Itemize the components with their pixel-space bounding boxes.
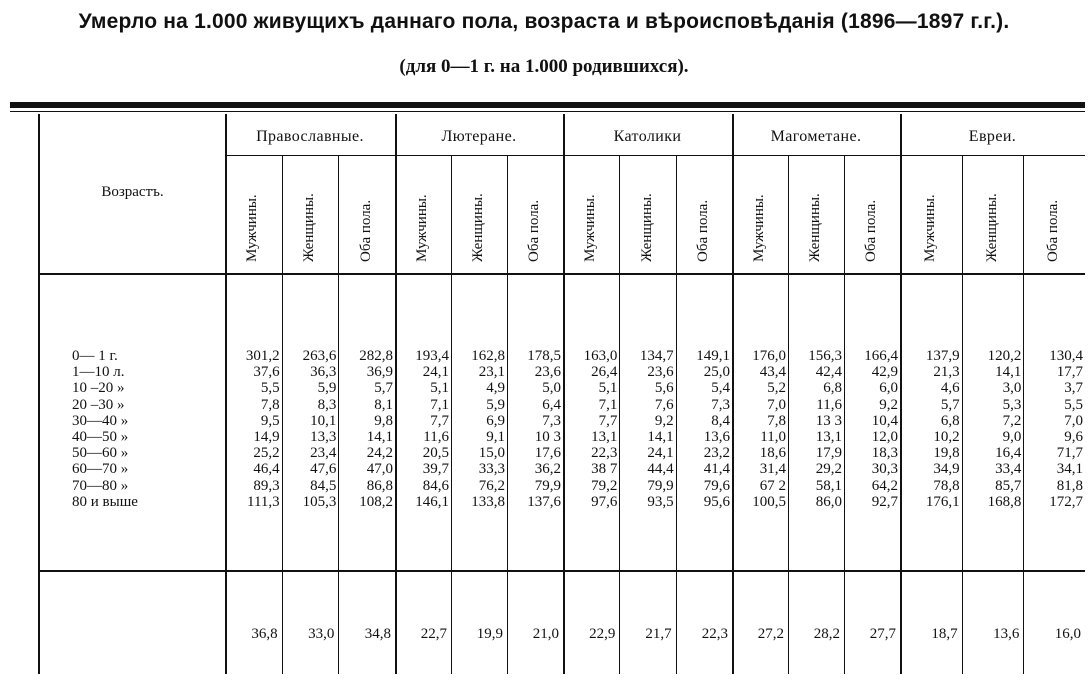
table-cell: 30,3 bbox=[871, 461, 898, 478]
total-cell: 33,0 bbox=[308, 626, 335, 642]
table-left-border bbox=[38, 114, 40, 674]
table-cell: 10,4 bbox=[871, 412, 898, 429]
table-cell: 84,5 bbox=[310, 477, 337, 494]
table-cell: 97,6 bbox=[591, 493, 618, 510]
table-cell: 137,9 bbox=[925, 348, 960, 364]
total-cell: 19,9 bbox=[476, 626, 503, 642]
table-cell: 5,6 bbox=[654, 380, 674, 397]
table-cell: 105,3 bbox=[302, 493, 337, 510]
group-header: Православные. bbox=[256, 128, 364, 145]
table-cell: 23,2 bbox=[703, 445, 730, 462]
table-cell: 9,6 bbox=[1064, 429, 1083, 445]
sub-header: Оба пола. bbox=[526, 199, 542, 262]
table-cell: 5,0 bbox=[542, 380, 561, 397]
table-cell: 47,6 bbox=[310, 461, 337, 478]
sub-header: Мужчины. bbox=[751, 194, 767, 262]
page-subtitle: (для 0—1 г. на 1.000 родившихся). bbox=[399, 56, 689, 77]
age-label: 50—60 » bbox=[72, 445, 129, 462]
table-cell: 31,4 bbox=[759, 461, 786, 478]
table-cell: 24,1 bbox=[647, 445, 674, 462]
table-cell: 9,2 bbox=[654, 412, 674, 429]
table-cell: 36,2 bbox=[534, 461, 561, 478]
age-label: 40—50 » bbox=[72, 429, 129, 445]
table-cell: 17,7 bbox=[1056, 364, 1083, 381]
table-cell: 3,7 bbox=[1064, 380, 1083, 397]
table-cell: 17,9 bbox=[815, 445, 842, 462]
table-cell: 85,7 bbox=[995, 477, 1022, 494]
table-cell: 20,5 bbox=[422, 445, 449, 462]
table-cell: 9,1 bbox=[486, 429, 505, 445]
table-cell: 8,3 bbox=[317, 396, 337, 413]
table-cell: 100,5 bbox=[752, 493, 786, 510]
sub-header: Женщины. bbox=[638, 193, 655, 262]
table-cell: 162,8 bbox=[471, 348, 505, 364]
table-cell: 25,0 bbox=[703, 364, 730, 381]
table-cell: 24,1 bbox=[422, 364, 449, 381]
table-cell: 58,1 bbox=[815, 477, 842, 494]
table-cell: 5,2 bbox=[767, 380, 786, 397]
table-cell: 21,3 bbox=[933, 364, 960, 381]
sub-header: Мужчины. bbox=[414, 194, 430, 262]
group-header: Католики bbox=[613, 128, 682, 145]
table-cell: 6,8 bbox=[823, 380, 842, 397]
table-cell: 36,3 bbox=[310, 364, 337, 381]
age-label: 1—10 л. bbox=[72, 364, 125, 381]
sub-header: Мужчины. bbox=[244, 194, 261, 262]
table-cell: 5,7 bbox=[374, 380, 393, 397]
table-cell: 7,1 bbox=[598, 396, 618, 413]
table-cell: 19,8 bbox=[933, 445, 960, 462]
table-cell: 149,1 bbox=[696, 348, 730, 364]
table-cell: 7,7 bbox=[598, 412, 618, 429]
table-cell: 14,1 bbox=[995, 364, 1022, 381]
table-cell: 168,8 bbox=[987, 493, 1022, 510]
age-label: 0— 1 г. bbox=[72, 348, 118, 364]
table-cell: 34,9 bbox=[933, 461, 960, 478]
table-cell: 282,8 bbox=[359, 348, 393, 364]
table-cell: 18,3 bbox=[871, 445, 898, 462]
table-cell: 78,8 bbox=[933, 477, 960, 494]
table-cell: 81,8 bbox=[1056, 477, 1083, 494]
table-cell: 5,9 bbox=[486, 396, 505, 413]
table-cell: 5,1 bbox=[430, 380, 449, 397]
table-cell: 10,2 bbox=[933, 429, 960, 445]
table-cell: 64,2 bbox=[871, 477, 898, 494]
table-cell: 44,4 bbox=[647, 461, 674, 478]
table-cell: 9,0 bbox=[1002, 429, 1022, 445]
table-cell: 18,6 bbox=[759, 445, 786, 462]
table-cell: 42,9 bbox=[871, 364, 898, 381]
total-cell: 13,6 bbox=[993, 626, 1020, 642]
table-cell: 13,1 bbox=[815, 429, 842, 445]
table-cell: 7,8 bbox=[767, 412, 786, 429]
table-cell: 7,6 bbox=[654, 396, 674, 413]
total-cell: 22,7 bbox=[420, 626, 447, 642]
table-cell: 11,6 bbox=[423, 429, 449, 445]
top-rule-thick bbox=[10, 102, 1085, 108]
table-cell: 8,1 bbox=[374, 396, 393, 413]
table-cell: 10 3 bbox=[534, 429, 561, 445]
total-cell: 27,2 bbox=[757, 626, 784, 642]
table-cell: 176,1 bbox=[925, 493, 960, 510]
table-cell: 11,6 bbox=[816, 396, 842, 413]
total-cell: 36,8 bbox=[251, 626, 278, 642]
table-cell: 178,5 bbox=[527, 348, 561, 364]
sub-header: Женщины. bbox=[983, 193, 1000, 262]
table-cell: 193,4 bbox=[415, 348, 449, 364]
table-cell: 133,8 bbox=[471, 493, 505, 510]
table-cell: 79,2 bbox=[591, 477, 618, 494]
table-cell: 9,8 bbox=[374, 412, 393, 429]
table-cell: 15,0 bbox=[478, 445, 505, 462]
table-cell: 39,7 bbox=[422, 461, 449, 478]
table-cell: 156,3 bbox=[808, 348, 842, 364]
table-cell: 76,2 bbox=[478, 477, 505, 494]
table-cell: 86,0 bbox=[815, 493, 842, 510]
group-header: Лютеране. bbox=[441, 128, 517, 145]
table-cell: 10,1 bbox=[310, 412, 337, 429]
top-rule-thin bbox=[10, 111, 1085, 112]
table-cell: 5,5 bbox=[260, 380, 280, 397]
table-cell: 92,7 bbox=[871, 493, 898, 510]
table-cell: 4,6 bbox=[940, 380, 960, 397]
sub-header: Оба пола. bbox=[863, 199, 879, 262]
table-cell: 41,4 bbox=[703, 461, 730, 478]
table-cell: 6,8 bbox=[940, 412, 960, 429]
table-cell: 13,6 bbox=[703, 429, 730, 445]
table-cell: 13,1 bbox=[591, 429, 618, 445]
age-label: 80 и выше bbox=[72, 493, 138, 510]
table-cell: 37,6 bbox=[253, 364, 280, 381]
table-cell: 33,3 bbox=[478, 461, 505, 478]
table-cell: 11,0 bbox=[760, 429, 786, 445]
table-cell: 16,4 bbox=[995, 445, 1022, 462]
table-cell: 6,4 bbox=[542, 396, 561, 413]
table-cell: 7,8 bbox=[260, 396, 280, 413]
table-cell: 26,4 bbox=[591, 364, 618, 381]
table-cell: 93,5 bbox=[647, 493, 674, 510]
sub-header: Мужчины. bbox=[921, 194, 938, 262]
table-cell: 8,4 bbox=[711, 412, 730, 429]
table-cell: 5,4 bbox=[711, 380, 730, 397]
table-cell: 79,6 bbox=[703, 477, 730, 494]
age-column-header: Возрастъ. bbox=[101, 184, 164, 200]
table-cell: 46,4 bbox=[253, 461, 280, 478]
table-cell: 7,0 bbox=[1064, 412, 1083, 429]
table-cell: 14,1 bbox=[366, 429, 393, 445]
table-cell: 7,7 bbox=[430, 412, 449, 429]
table-cell: 79,9 bbox=[534, 477, 561, 494]
table-cell: 7,3 bbox=[542, 412, 561, 429]
table-cell: 7,3 bbox=[711, 396, 730, 413]
total-cell: 21,0 bbox=[532, 626, 559, 642]
table-cell: 176,0 bbox=[752, 348, 786, 364]
table-cell: 42,4 bbox=[815, 364, 842, 381]
age-label: 20 –30 » bbox=[72, 396, 125, 413]
table-cell: 43,4 bbox=[759, 364, 786, 381]
table-cell: 67 2 bbox=[759, 477, 786, 494]
table-cell: 14,9 bbox=[253, 429, 280, 445]
table-cell: 38 7 bbox=[591, 461, 618, 478]
age-label: 30—40 » bbox=[72, 412, 129, 429]
total-cell: 28,2 bbox=[813, 626, 840, 642]
sub-header: Мужчины. bbox=[582, 194, 599, 262]
table-cell: 17,6 bbox=[534, 445, 561, 462]
age-label: 70—80 » bbox=[72, 477, 129, 494]
group-header: Евреи. bbox=[968, 128, 1017, 145]
total-cell: 22,9 bbox=[589, 626, 616, 642]
table-cell: 23,1 bbox=[478, 364, 505, 381]
table-cell: 166,4 bbox=[864, 348, 898, 364]
age-label: 10 –20 » bbox=[72, 380, 125, 397]
table-cell: 263,6 bbox=[302, 348, 337, 364]
table-cell: 29,2 bbox=[815, 461, 842, 478]
table-cell: 71,7 bbox=[1056, 445, 1083, 462]
table-cell: 13,3 bbox=[310, 429, 337, 445]
total-cell: 34,8 bbox=[364, 626, 391, 642]
table-cell: 5,1 bbox=[598, 380, 618, 397]
table-cell: 111,3 bbox=[247, 493, 280, 510]
table-cell: 6,0 bbox=[879, 380, 898, 397]
total-cell: 16,0 bbox=[1054, 626, 1081, 642]
sub-header: Оба пола. bbox=[1045, 199, 1062, 262]
table-cell: 6,9 bbox=[486, 412, 505, 429]
table-cell: 5,5 bbox=[1064, 396, 1083, 413]
table-cell: 9,2 bbox=[879, 396, 898, 413]
page-title: Умерло на 1.000 живущихъ даннаго пола, возраста и вѣроисповѣданія (1896—1897 г.г.). bbox=[78, 10, 1010, 33]
total-cell: 18,7 bbox=[931, 626, 958, 642]
table-cell: 5,7 bbox=[940, 396, 960, 413]
total-cell: 27,7 bbox=[869, 626, 896, 642]
table-cell: 163,0 bbox=[583, 348, 618, 364]
table-cell: 12,0 bbox=[871, 429, 898, 445]
sub-header: Женщины. bbox=[470, 193, 486, 262]
table-cell: 33,4 bbox=[995, 461, 1022, 478]
table-cell: 7,1 bbox=[430, 396, 449, 413]
table-cell: 9,5 bbox=[260, 412, 280, 429]
table-cell: 7,2 bbox=[1002, 412, 1022, 429]
total-cell: 22,3 bbox=[701, 626, 728, 642]
table-cell: 34,1 bbox=[1056, 461, 1083, 478]
table-cell: 79,9 bbox=[647, 477, 674, 494]
sub-header: Оба пола. bbox=[357, 199, 374, 262]
table-cell: 13 3 bbox=[815, 412, 842, 429]
sub-header: Женщины. bbox=[301, 193, 317, 262]
sub-header: Оба пола. bbox=[694, 199, 711, 262]
table-cell: 89,3 bbox=[253, 477, 280, 494]
table-cell: 86,8 bbox=[366, 477, 393, 494]
table-cell: 23,6 bbox=[647, 364, 674, 381]
table-cell: 25,2 bbox=[253, 445, 280, 462]
table-cell: 47,0 bbox=[366, 461, 393, 478]
table-cell: 22,3 bbox=[591, 445, 618, 462]
table-cell: 23,4 bbox=[310, 445, 337, 462]
group-header: Магометане. bbox=[770, 128, 862, 145]
age-label: 60—70 » bbox=[72, 461, 129, 478]
table-cell: 5,9 bbox=[317, 380, 337, 397]
table-cell: 14,1 bbox=[647, 429, 674, 445]
table-cell: 130,4 bbox=[1049, 348, 1083, 364]
table-cell: 120,2 bbox=[987, 348, 1022, 364]
total-cell: 21,7 bbox=[645, 626, 672, 642]
table-cell: 95,6 bbox=[703, 493, 730, 510]
table-cell: 36,9 bbox=[366, 364, 393, 381]
table-cell: 84,6 bbox=[422, 477, 449, 494]
table-cell: 5,3 bbox=[1002, 396, 1022, 413]
table-cell: 301,2 bbox=[245, 348, 280, 364]
table-cell: 24,2 bbox=[366, 445, 393, 462]
table-cell: 3,0 bbox=[1002, 380, 1022, 397]
table-cell: 172,7 bbox=[1049, 493, 1083, 510]
group-header-rule bbox=[225, 155, 1085, 156]
table-cell: 137,6 bbox=[527, 493, 561, 510]
table-cell: 4,9 bbox=[486, 380, 505, 397]
sub-header: Женщины. bbox=[807, 193, 823, 262]
table-cell: 146,1 bbox=[415, 493, 449, 510]
table-cell: 7,0 bbox=[767, 396, 786, 413]
table-cell: 134,7 bbox=[639, 348, 674, 364]
table-cell: 108,2 bbox=[359, 493, 393, 510]
table-cell: 23,6 bbox=[534, 364, 561, 381]
